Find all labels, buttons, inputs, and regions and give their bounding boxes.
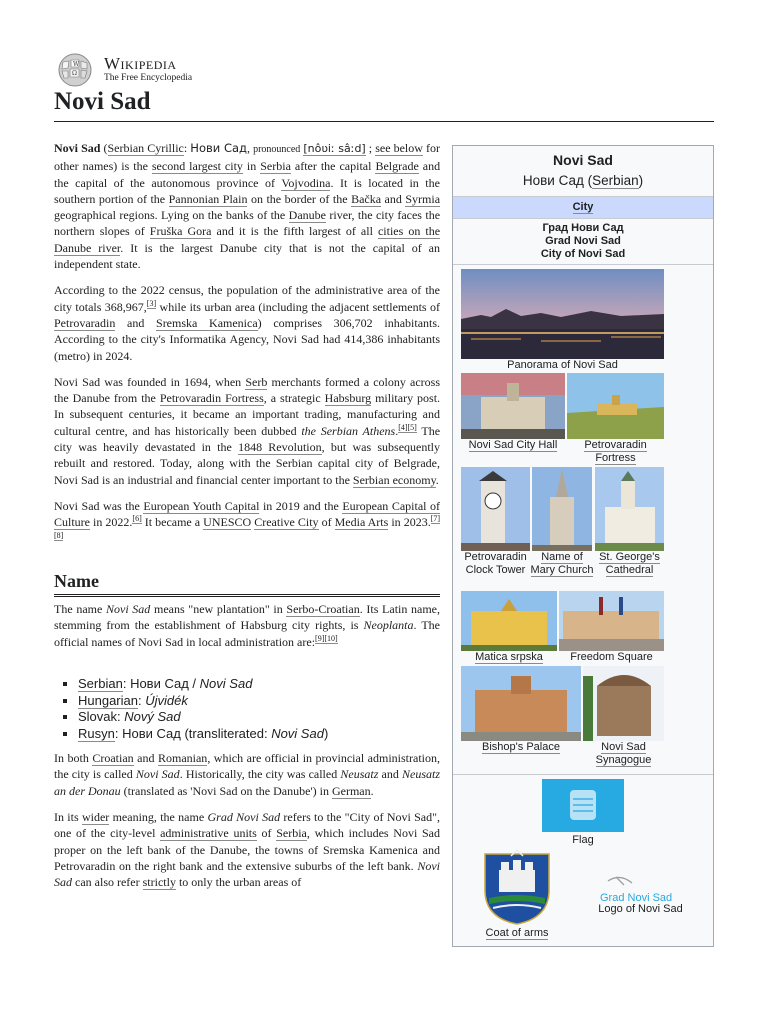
strictly-link[interactable]: strictly: [142, 875, 176, 890]
para-text: means "new plantation" in: [153, 602, 283, 617]
population-paragraph: [54, 282, 440, 363]
lead-text: and it is the fifth largest of all: [216, 224, 373, 239]
italic-term: Novi Sad: [105, 602, 151, 617]
language-link[interactable]: Serbian: [78, 676, 123, 692]
lead-text: for other names) is the: [54, 141, 440, 174]
list-item: [78, 726, 440, 743]
lead-text: . It is located in the southern portion of the: [54, 175, 440, 206]
backa-link[interactable]: Bačka: [351, 191, 382, 206]
european-youth-capital-link[interactable]: European Youth Capital: [143, 498, 260, 513]
cathedral-image[interactable]: [595, 467, 664, 551]
logo-text: Grad Novi Sad: [600, 892, 673, 904]
language-label: Slovak: [78, 709, 118, 725]
para-text: to only the urban areas of: [178, 875, 302, 890]
second-largest-city-link[interactable]: second largest city: [151, 159, 243, 174]
habsburg-link[interactable]: Habsburg: [324, 391, 372, 406]
freedom-square-caption: [559, 651, 664, 664]
caption-link[interactable]: Coat of arms: [485, 927, 549, 939]
caption-link[interactable]: St. George's Cathedral: [599, 551, 660, 576]
language-link[interactable]: Hungarian: [78, 692, 138, 708]
bishops-palace-caption: [461, 741, 581, 754]
para-text: .: [435, 472, 439, 487]
list-item: [78, 709, 440, 726]
history-paragraph: Novi Sad was founded in 1694, when Serb merchants formed a colony across the Danube from the Petrovaradin Fortress, a strategic Habsburg military post. In subsequent centuries, it became an important trading, manufacturing and cultural centre, and has historically been dubbed the Serbian Athens.[4][5] The city was heavily devastated in the 1848 Revolution, but was subsequently rebuilt and restored. Today, along with the Serbian capital city of Belgrade, Novi Sad is an industrial and financial center important to the Serbian economy.: [54, 374, 441, 487]
para-text: Novi Sad was the: [54, 498, 140, 513]
ref-3[interactable]: [3]: [146, 298, 157, 308]
italic-term: Neusatz: [340, 767, 379, 782]
petrovaradin-link[interactable]: Petrovaradin: [54, 315, 116, 330]
para-text: meaning, the name: [112, 809, 205, 824]
para-text: and: [127, 315, 145, 330]
caption-link[interactable]: Novi Sad Synagogue: [595, 741, 652, 766]
see-below-link[interactable]: see below: [375, 141, 423, 155]
name-section-heading: Name: [54, 573, 440, 597]
para-text: of: [261, 826, 272, 841]
name-italic: Nový Sad: [124, 709, 181, 725]
pannonian-plain-link[interactable]: Pannonian Plain: [168, 191, 248, 206]
freedom-square-image[interactable]: [559, 591, 664, 651]
infobox-type-band: [453, 196, 713, 219]
sep: :: [114, 725, 119, 741]
official-name-latin: Grad Novi Sad: [545, 235, 621, 247]
infobox-divider: [453, 774, 713, 775]
name-paragraph-2: [54, 750, 440, 799]
para-text: Novi Sad was founded in 1694, when: [54, 374, 242, 389]
ref-7-8[interactable]: [7][8]: [54, 514, 441, 540]
fruska-gora-link[interactable]: Fruška Gora: [149, 224, 212, 239]
wikipedia-tagline: The Free Encyclopedia: [104, 73, 193, 83]
lead-text: and the capital of the autonomous province of: [54, 159, 441, 190]
clock-tower-image[interactable]: [461, 467, 530, 551]
city-type-link[interactable]: City: [572, 201, 594, 213]
caption-link[interactable]: Matica srpska: [475, 651, 543, 663]
name-italic: Novi Sad: [271, 725, 324, 741]
church-image[interactable]: [532, 467, 592, 551]
official-name-cyrillic: Град Нови Сад: [542, 222, 624, 234]
cyrillic-name: Нови Сад: [190, 141, 247, 155]
para-text: The name: [54, 602, 103, 617]
para-text: merchants formed a colony across the Danube from the: [54, 374, 441, 406]
lead-text: geographical regions. Lying on the banks of the: [54, 208, 286, 223]
flag-caption: Flag: [572, 834, 594, 846]
coat-of-arms-caption: [473, 927, 561, 940]
lead-text: in: [246, 159, 257, 174]
name-value: Нови Сад /: [130, 676, 197, 692]
culture-paragraph: [54, 498, 440, 547]
panorama-image[interactable]: [461, 269, 664, 359]
serbia-link[interactable]: Serbia: [260, 159, 291, 174]
caption-link[interactable]: Novi Sad City Hall: [468, 439, 558, 451]
name-italic: Novi Sad: [199, 676, 253, 692]
title-divider: [54, 121, 714, 122]
administrative-units-link[interactable]: administrative units: [160, 826, 257, 841]
svg-text:Ω: Ω: [72, 70, 77, 77]
wikipedia-header[interactable]: [54, 52, 254, 88]
ref-4-5[interactable]: [4][5]: [398, 422, 417, 432]
name-italic: Újvidék: [145, 692, 188, 708]
para-text: , which are official in provincial administration, the city is called: [54, 751, 440, 782]
logo-caption: Logo of Novi Sad: [598, 903, 683, 915]
name-paragraph-1: [54, 601, 440, 650]
serb-link[interactable]: Serb: [245, 374, 268, 389]
caption-link[interactable]: Bishop's Palace: [482, 741, 560, 753]
serbian-economy-link[interactable]: Serbian economy: [352, 472, 436, 487]
para-text: In its: [54, 809, 79, 824]
para-text: . The official names of Novi Sad in local administration are:: [54, 618, 440, 649]
lead-text: . It is the largest Danube city that is not the capital of an independent state.: [54, 240, 440, 272]
vojvodina-link[interactable]: Vojvodina: [281, 175, 331, 190]
synagogue-caption: [583, 741, 664, 766]
syrmia-link[interactable]: Syrmia: [405, 191, 441, 206]
para-text: , a strategic: [263, 391, 321, 406]
para-text: . Its Latin name, stemming from the establishment of Habsburg city rights, is: [54, 602, 441, 633]
official-names-list: [54, 676, 440, 742]
official-name-english: City of Novi Sad: [540, 248, 626, 260]
cities-on-danube-link[interactable]: cities on the Danube river: [54, 224, 441, 255]
matica-caption: [461, 651, 557, 664]
media-arts-link[interactable]: Media Arts: [334, 515, 389, 530]
caption-link[interactable]: Petrovaradin Fortress: [584, 439, 647, 464]
lead-paragraph: Novi Sad (Serbian Cyrillic: Нови Сад, pronounced [nôʋiː sâːd] ; see below for other names) is the second largest city in Serbia after the capital Belgrade and the capital of the autonomous province of Vojvodina. It is located in the southern portion of the Pannonian Plain on the border of the Bačka and Syrmia geographical regions. Lying on the banks of the Danube river, the city faces the northern slopes of Fruška Gora and it is the fifth largest of all cities on the Danube river. It is the largest Danube city that is not the capital of an independent state.: [54, 141, 441, 272]
para-text: , but was subsequently rebuilt and restored. Today, along with the Serbian capital city of Belgrade, Novi Sad is an industrial and financial center important to the: [54, 440, 441, 487]
fortress-caption: [567, 439, 664, 464]
european-capital-of-culture-link[interactable]: European Capital of Culture: [54, 498, 440, 530]
cathedral-caption: [591, 551, 668, 576]
sep: :: [138, 692, 142, 708]
name-paragraph-3: [54, 809, 440, 890]
wikipedia-globe-icon[interactable]: [54, 52, 96, 88]
serbian-language-link[interactable]: Serbian: [592, 173, 639, 188]
city-hall-image[interactable]: [461, 373, 565, 439]
german-link[interactable]: German: [331, 783, 371, 798]
italic-term: Grad Novi Sad: [207, 809, 281, 824]
caption-link[interactable]: Freedom Square: [570, 651, 653, 663]
clock-tower-caption: [459, 551, 532, 576]
italic-term: Novi Sad: [54, 858, 441, 890]
bishops-palace-image[interactable]: [461, 666, 581, 741]
para-text: It became a: [144, 515, 201, 530]
infobox: [452, 145, 714, 947]
para-text: military post. In subsequent centuries, it became an important trading, manufacturing and cultural centre, and has historically been dubbed: [54, 391, 441, 438]
city-hall-caption: [461, 439, 565, 452]
para-text: ) comprises 306,702 inhabitants. According to the city's Informatika Agency, Novi Sad had 414,386 inhabitants (metro) in 2024.: [54, 315, 441, 363]
para-text: refers to the "City of Novi Sad", one of the city-level: [54, 809, 441, 841]
creative-city-link[interactable]: Creative City: [254, 515, 319, 530]
infobox-native-name: Нови Сад (Serbian): [522, 173, 644, 188]
para-text: and: [137, 751, 155, 766]
panorama-caption: Panorama of Novi Sad: [507, 359, 618, 371]
caption-link[interactable]: Petrovaradin Clock Tower: [464, 551, 527, 576]
lead-name: Novi Sad: [54, 141, 101, 155]
synagogue-image[interactable]: [583, 666, 664, 741]
wider-link[interactable]: wider: [81, 809, 110, 824]
revolution-1848-link[interactable]: 1848 Revolution: [238, 440, 322, 455]
church-caption: [530, 551, 594, 576]
list-item: [78, 676, 440, 693]
ipa-link[interactable]: [nôʋiː sâːd]: [303, 142, 366, 155]
lead-text: after the capital: [294, 159, 372, 174]
wikipedia-wordmark[interactable]: Wikipedia: [104, 54, 177, 73]
ref-9-10[interactable]: [9][10]: [315, 633, 338, 643]
para-text: , which includes Novi Sad proper on the left bank of the Danube, the towns of Sremska Kamenica and Petrovaradin on the right bank and the extensive suburbs of the left bank.: [54, 826, 440, 873]
language-link[interactable]: Rusyn: [78, 725, 115, 741]
para-text: can also refer: [75, 875, 140, 890]
caption-link[interactable]: Name of Mary Church: [530, 551, 594, 576]
serbian-athens: the Serbian Athens: [301, 423, 396, 438]
para-text: According to the 2022 census, the population of the administrative area of the city totals 368,967,: [54, 283, 440, 314]
infobox-divider: [453, 264, 713, 265]
name-value: Нови Сад (transliterated:: [122, 725, 268, 741]
lead-text: river, the city faces the northern slopes of: [54, 208, 441, 239]
sep: :: [117, 709, 121, 725]
sremska-kamenica-link[interactable]: Sremska Kamenica: [156, 315, 258, 330]
infobox-title: Novi Sad: [553, 152, 613, 168]
sep: :: [122, 676, 127, 692]
romanian-link[interactable]: Romanian: [157, 751, 208, 766]
para-text: while its urban area (including the adjacent settlements of: [159, 299, 440, 314]
pronounced-label: pronounced: [253, 144, 301, 155]
italic-term: Neusatz an der Donau: [54, 767, 441, 798]
lead-text: and: [384, 191, 402, 206]
serbo-croatian-link[interactable]: Serbo-Croatian: [286, 602, 360, 617]
page-title: Novi Sad: [54, 88, 151, 115]
fortress-image[interactable]: [567, 373, 664, 439]
para-text: . Historically, the city was called: [179, 767, 338, 782]
name-tail: ): [323, 725, 329, 741]
para-text: In both: [54, 751, 89, 766]
flag-image[interactable]: [542, 779, 624, 832]
native-name: Нови Сад: [522, 173, 584, 188]
para-text: and: [381, 767, 399, 782]
para-text: in 2019 and the: [262, 498, 339, 513]
para-text: of: [321, 515, 332, 530]
para-text: (translated as 'Novi Sad on the Danube') in: [123, 783, 329, 798]
croatian-link[interactable]: Croatian: [92, 751, 134, 766]
para-text: .: [370, 783, 374, 798]
infobox-official-names: [453, 222, 713, 261]
para-text: The city was heavily devastated in the: [54, 423, 441, 455]
unesco-link[interactable]: UNESCO: [203, 515, 252, 530]
italic-term: Neoplanta: [363, 618, 414, 633]
coat-of-arms-image[interactable]: [481, 848, 553, 926]
matica-image[interactable]: [461, 591, 557, 651]
svg-text:W: W: [73, 61, 80, 68]
lead-text: on the border of the: [250, 191, 348, 206]
serbia-link[interactable]: Serbia: [276, 826, 307, 841]
list-item: [78, 693, 440, 710]
city-logo-image[interactable]: [598, 873, 686, 905]
petrovaradin-fortress-link[interactable]: Petrovaradin Fortress: [159, 391, 264, 406]
italic-term: Novi Sad: [135, 767, 180, 782]
article-body: [54, 140, 440, 900]
belgrade-link[interactable]: Belgrade: [375, 159, 419, 174]
danube-link[interactable]: Danube: [288, 208, 326, 223]
para-text: in 2022.: [93, 515, 133, 530]
para-text: in 2023.: [391, 515, 431, 530]
ref-6[interactable]: [6]: [132, 514, 142, 524]
serbian-cyrillic-link[interactable]: Serbian Cyrillic: [107, 141, 184, 155]
